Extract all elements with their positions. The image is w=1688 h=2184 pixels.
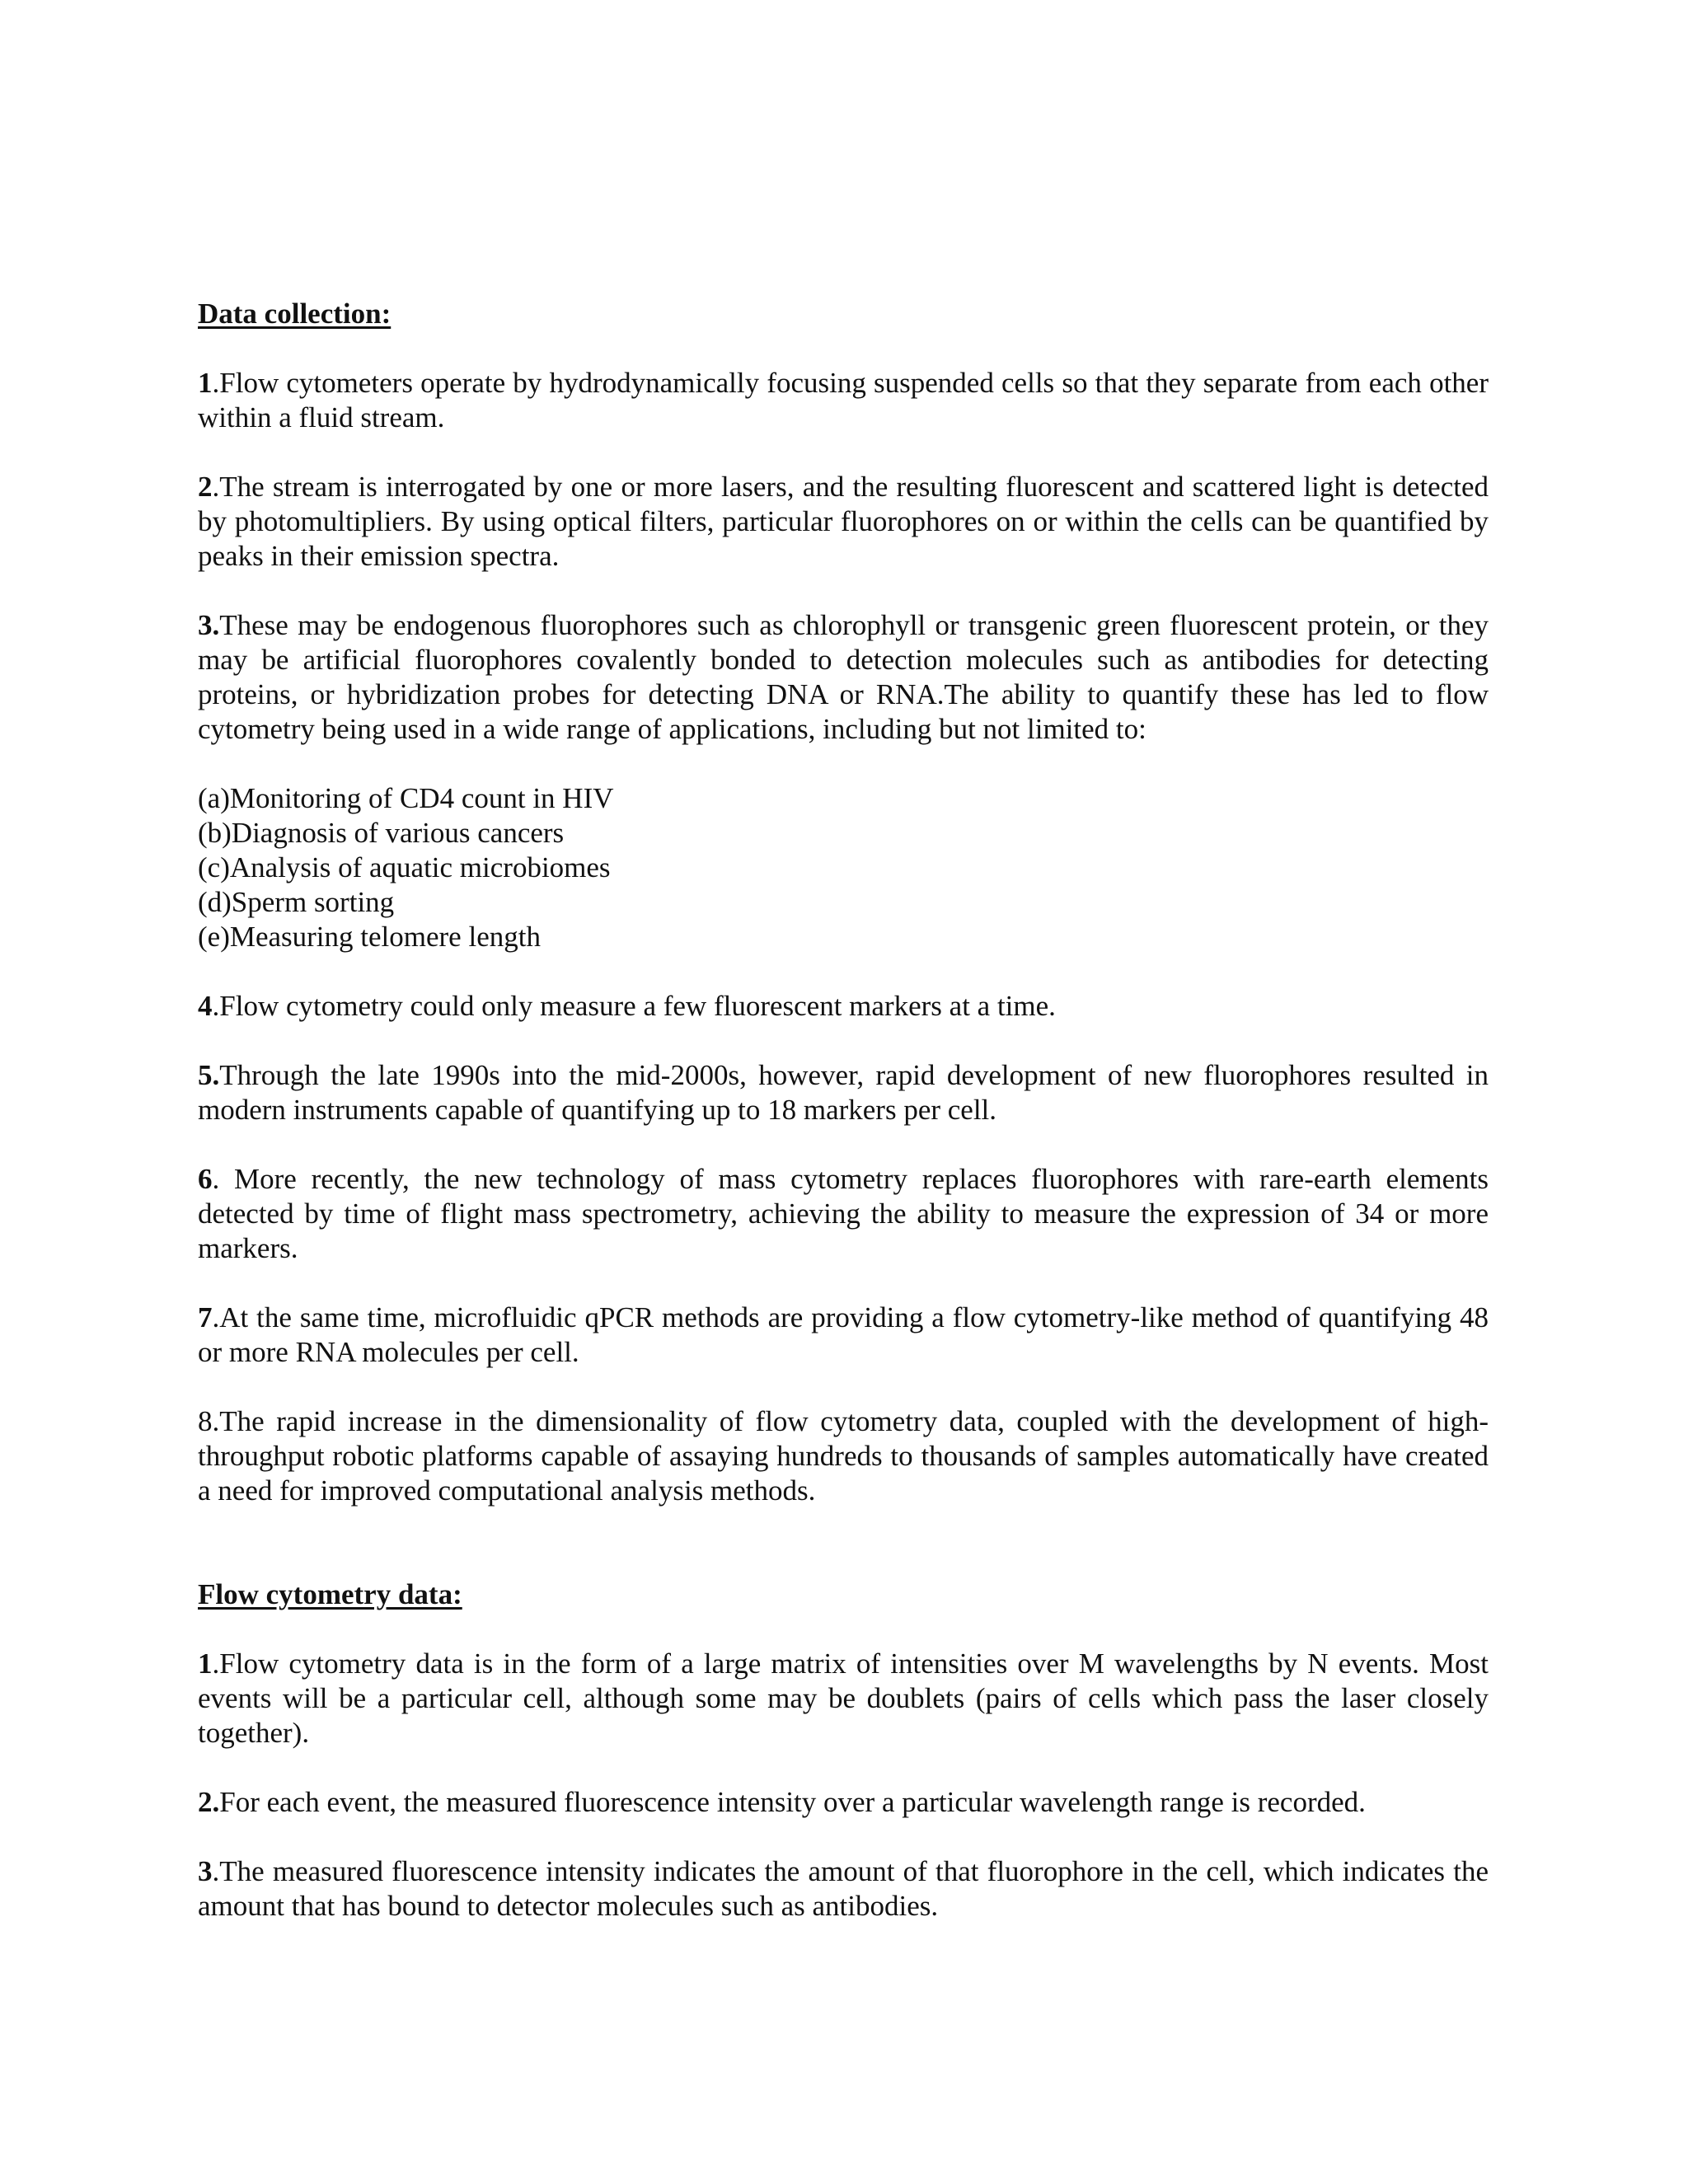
item-number: 5. — [198, 1059, 220, 1091]
item-text: These may be endogenous fluorophores such as chlorophyll or transgenic green fluorescent protein, or they may be artificial fluorophores covalently bonded to detection molecules such as antibodies for detecting proteins, or hybridization probes for detecting DNA or RNA.The ability to quantify these has led to flow cytometry being used in a wide range of applications, including but not limited to: — [198, 609, 1489, 745]
item-number: 1 — [198, 1647, 213, 1680]
item-text: .Flow cytometers operate by hydrodynamically focusing suspended cells so that they separate from each other within a fluid stream. — [198, 367, 1489, 434]
document-page — [198, 297, 1489, 1924]
item-text: . More recently, the new technology of mass cytometry replaces fluorophores with rare-earth elements detected by time of flight mass spectrometry, achieving the ability to measure the expression of 34 or more markers. — [198, 1163, 1489, 1264]
paragraph-data-3 — [198, 1854, 1489, 1924]
item-text: Through the late 1990s into the mid-2000s, however, rapid development of new fluorophores resulted in modern instruments capable of quantifying up to 18 markers per cell. — [198, 1059, 1489, 1126]
list-item: (c)Analysis of aquatic microbiomes — [198, 851, 611, 883]
paragraph-3 — [198, 608, 1489, 747]
item-number: 6 — [198, 1163, 213, 1195]
list-item: (e)Measuring telomere length — [198, 921, 541, 953]
item-number: 3 — [198, 1855, 213, 1887]
item-number: 2. — [198, 1786, 220, 1818]
list-item: (b)Diagnosis of various cancers — [198, 817, 565, 849]
list-item: (d)Sperm sorting — [198, 886, 395, 918]
paragraph-2 — [198, 470, 1489, 574]
paragraph-5 — [198, 1058, 1489, 1127]
paragraph-6 — [198, 1162, 1489, 1266]
paragraph-4 — [198, 989, 1489, 1024]
paragraph-data-2 — [198, 1785, 1489, 1820]
item-number: 2 — [198, 471, 213, 503]
paragraph-7 — [198, 1301, 1489, 1370]
item-text: .Flow cytometry could only measure a few fluorescent markers at a time. — [212, 990, 1056, 1022]
item-text: .At the same time, microfluidic qPCR methods are providing a flow cytometry-like method of quantifying 48 or more RNA molecules per cell. — [198, 1301, 1489, 1368]
item-text: .The measured fluorescence intensity indicates the amount of that fluorophore in the cell, which indicates the amount that has bound to detector molecules such as antibodies. — [198, 1855, 1489, 1922]
item-text: .The stream is interrogated by one or more lasers, and the resulting fluorescent and scattered light is detected by photomultipliers. By using optical filters, particular fluorophores on or within the cells can be quantified by peaks in their emission spectra. — [198, 471, 1489, 572]
section-heading-flow-cytometry-data: Flow cytometry data: — [198, 1578, 462, 1610]
paragraph-1 — [198, 366, 1489, 435]
list-item: (a)Monitoring of CD4 count in HIV — [198, 782, 614, 814]
section-heading-data-collection: Data collection: — [198, 298, 392, 330]
item-number: 1 — [198, 367, 213, 399]
item-number: 3. — [198, 609, 220, 641]
applications-list — [198, 781, 1489, 954]
paragraph-8: 8.The rapid increase in the dimensionality of flow cytometry data, coupled with the development of high-throughput robotic platforms capable of assaying hundreds to thousands of samples automatically have created a need for improved computational analysis methods. — [198, 1405, 1489, 1507]
item-number: 7 — [198, 1301, 213, 1333]
item-text: .Flow cytometry data is in the form of a large matrix of intensities over M wavelengths by N events. Most events will be a particular cell, although some may be doublets (pairs of cells which pass the laser closely together). — [198, 1647, 1489, 1749]
item-text: For each event, the measured fluorescence intensity over a particular wavelength range is recorded. — [219, 1786, 1366, 1818]
item-number: 4 — [198, 990, 213, 1022]
paragraph-data-1 — [198, 1647, 1489, 1750]
